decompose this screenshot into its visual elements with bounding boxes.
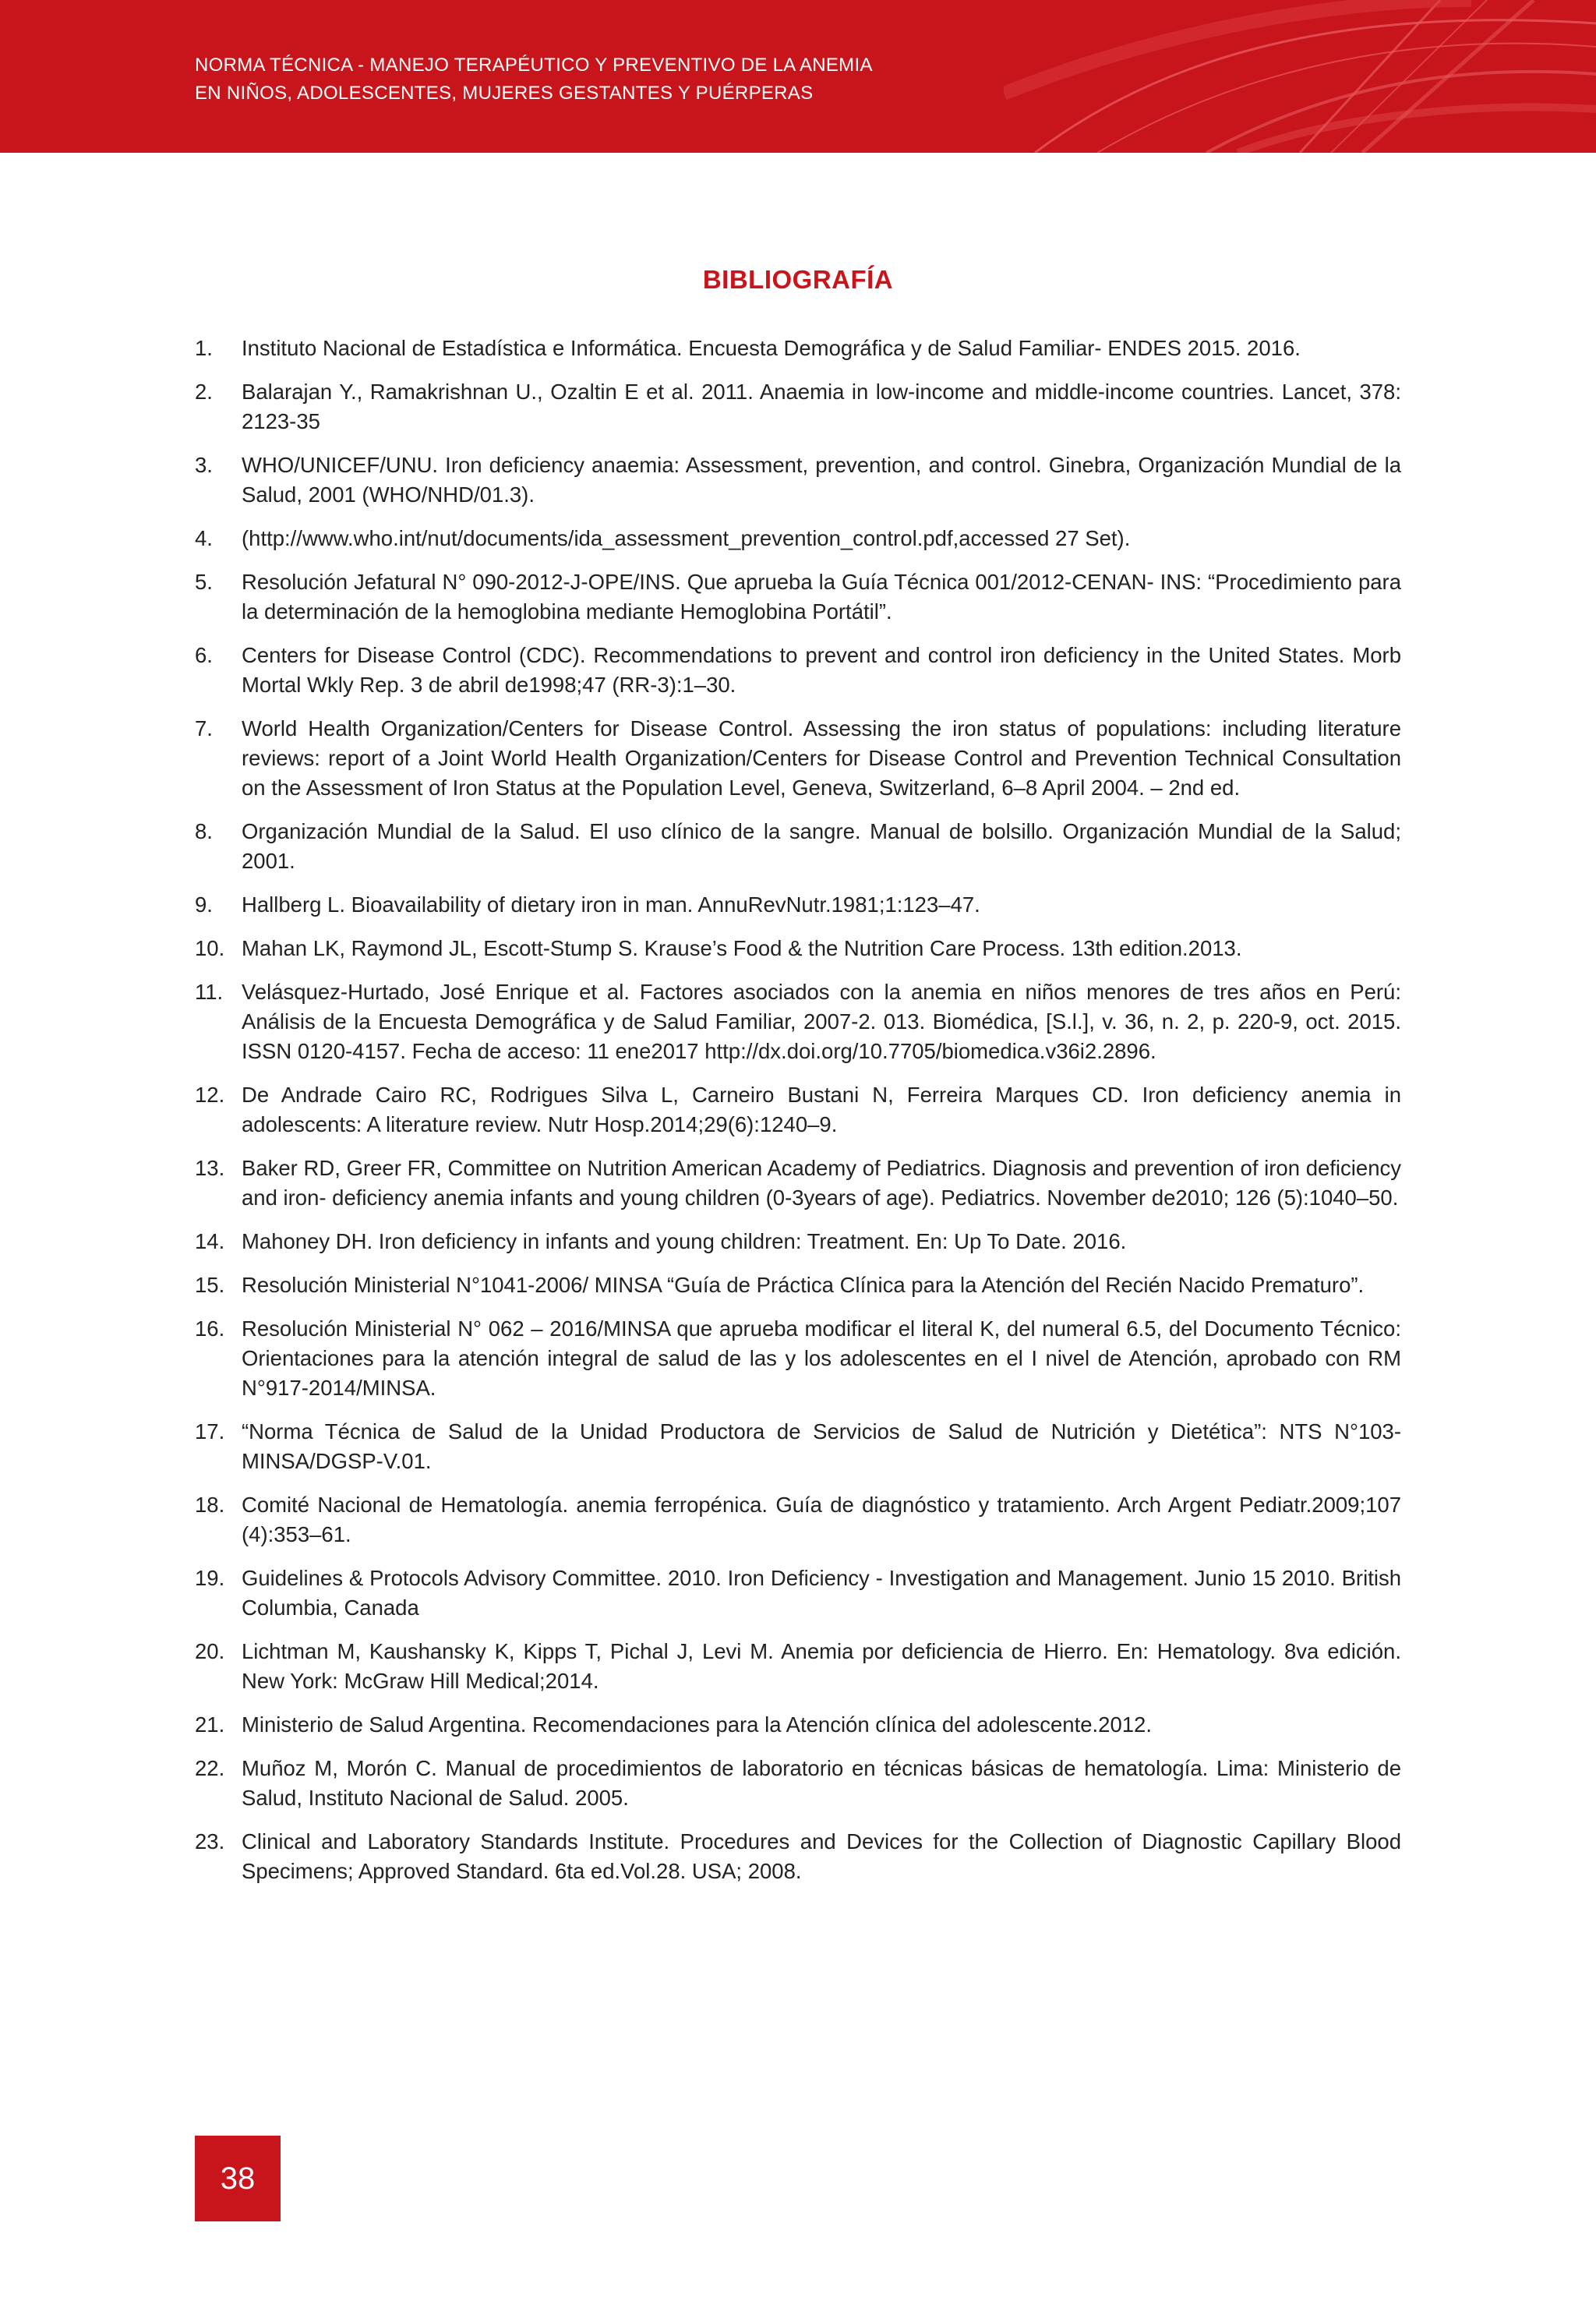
reference-text: Resolución Ministerial N°1041-2006/ MINSA “Guía de Práctica Clínica para la Atención del Recién Nacido Prematuro”. bbox=[242, 1273, 1365, 1297]
reference-number: 22. bbox=[195, 1756, 225, 1780]
reference-text: Instituto Nacional de Estadística e Informática. Encuesta Demográfica y de Salud Familiar- ENDES 2015. 2016. bbox=[242, 336, 1301, 360]
reference-number: 7. bbox=[195, 716, 213, 740]
reference-number: 19. bbox=[195, 1566, 225, 1590]
reference-item bbox=[195, 1314, 1401, 1403]
reference-number: 17. bbox=[195, 1419, 225, 1444]
reference-item bbox=[195, 377, 1401, 436]
reference-item bbox=[195, 817, 1401, 876]
reference-number: 14. bbox=[195, 1229, 225, 1253]
reference-number: 16. bbox=[195, 1316, 225, 1341]
reference-text: Ministerio de Salud Argentina. Recomendaciones para la Atención clínica del adolescente.2012. bbox=[242, 1712, 1152, 1737]
reference-list bbox=[195, 334, 1401, 1900]
reference-item bbox=[195, 1154, 1401, 1213]
reference-number: 12. bbox=[195, 1083, 225, 1107]
reference-number: 15. bbox=[195, 1273, 225, 1297]
reference-text: Lichtman M, Kaushansky K, Kipps T, Pichal J, Levi M. Anemia por deficiencia de Hierro. En: Hematology. 8va edición. New York: McGraw Hill Medical;2014. bbox=[242, 1639, 1401, 1693]
reference-text: Velásquez-Hurtado, José Enrique et al. Factores asociados con la anemia en niños menores de tres años en Perú: Análisis de la Encuesta Demográfica y de Salud Familiar, 2007-2. 013. Biomédica, [S.l.], v. 36, n. 2, p. 220-9, oct. 2015. ISSN 0120-4157. Fecha de acceso: 11 ene2017 http://dx.doi.org/10.7705/biomedica.v36i2.2896. bbox=[242, 980, 1401, 1063]
reference-number: 18. bbox=[195, 1493, 225, 1517]
reference-number: 2. bbox=[195, 380, 213, 404]
reference-number: 11. bbox=[195, 980, 224, 1004]
reference-text: Centers for Disease Control (CDC). Recommendations to prevent and control iron deficiency in the United States. Morb Mortal Wkly Rep. 3 de abril de1998;47 (RR-3):1–30. bbox=[242, 643, 1401, 697]
reference-number: 8. bbox=[195, 819, 213, 843]
reference-text: De Andrade Cairo RC, Rodrigues Silva L, Carneiro Bustani N, Ferreira Marques CD. Iron deficiency anemia in adolescents: A literature review. Nutr Hosp.2014;29(6):1240–9. bbox=[242, 1083, 1401, 1136]
reference-item bbox=[195, 977, 1401, 1066]
reference-text: Hallberg L. Bioavailability of dietary iron in man. AnnuRevNutr.1981;1:123–47. bbox=[242, 892, 980, 917]
header-swoosh-decoration bbox=[1004, 0, 1596, 153]
reference-text: Resolución Jefatural N° 090-2012-J-OPE/INS. Que aprueba la Guía Técnica 001/2012-CENAN- INS: “Procedimiento para la determinación de la hemoglobina mediante Hemoglobina Portátil”. bbox=[242, 570, 1401, 624]
reference-number: 23. bbox=[195, 1829, 225, 1854]
reference-item bbox=[195, 567, 1401, 627]
reference-number: 10. bbox=[195, 936, 225, 960]
reference-text: Muñoz M, Morón C. Manual de procedimientos de laboratorio en técnicas básicas de hematología. Lima: Ministerio de Salud, Instituto Nacional de Salud. 2005. bbox=[242, 1756, 1401, 1810]
reference-number: 4. bbox=[195, 526, 213, 550]
reference-item bbox=[195, 524, 1401, 553]
reference-number: 13. bbox=[195, 1156, 225, 1180]
reference-item bbox=[195, 1564, 1401, 1623]
reference-text: Balarajan Y., Ramakrishnan U., Ozaltin E et al. 2011. Anaemia in low-income and middle-income countries. Lancet, 378: 2123-35 bbox=[242, 380, 1401, 433]
reference-text: Clinical and Laboratory Standards Institute. Procedures and Devices for the Collection of Diagnostic Capillary Blood Specimens; Approved Standard. 6ta ed.Vol.28. USA; 2008. bbox=[242, 1829, 1401, 1883]
reference-item bbox=[195, 451, 1401, 510]
reference-number: 6. bbox=[195, 643, 213, 667]
reference-text: Baker RD, Greer FR, Committee on Nutrition American Academy of Pediatrics. Diagnosis and prevention of iron deficiency and iron- deficiency anemia infants and young children (0-3years of age). Pediatrics. November de2010; 126 (5):1040–50. bbox=[242, 1156, 1401, 1210]
page-header bbox=[0, 0, 1596, 153]
reference-number: 5. bbox=[195, 570, 213, 594]
reference-number: 1. bbox=[195, 336, 213, 360]
reference-item bbox=[195, 1710, 1401, 1740]
reference-item bbox=[195, 890, 1401, 920]
reference-number: 20. bbox=[195, 1639, 225, 1663]
reference-number: 9. bbox=[195, 892, 213, 917]
reference-item bbox=[195, 1827, 1401, 1886]
reference-item bbox=[195, 1490, 1401, 1550]
reference-text: Comité Nacional de Hematología. anemia ferropénica. Guía de diagnóstico y tratamiento. Arch Argent Pediatr.2009;107 (4):353–61. bbox=[242, 1493, 1401, 1546]
page-title: BIBLIOGRAFÍA bbox=[702, 265, 894, 294]
reference-item bbox=[195, 1417, 1401, 1476]
reference-item bbox=[195, 934, 1401, 963]
reference-item bbox=[195, 1270, 1401, 1300]
reference-text: Mahan LK, Raymond JL, Escott-Stump S. Krause’s Food & the Nutrition Care Process. 13th edition.2013. bbox=[242, 936, 1242, 960]
reference-text: Mahoney DH. Iron deficiency in infants and young children: Treatment. En: Up To Date. 2016. bbox=[242, 1229, 1127, 1253]
reference-text: Guidelines & Protocols Advisory Committee. 2010. Iron Deficiency - Investigation and Management. Junio 15 2010. British Columbia, Canada bbox=[242, 1566, 1401, 1620]
reference-item bbox=[195, 334, 1401, 363]
reference-text: World Health Organization/Centers for Disease Control. Assessing the iron status of populations: including literature reviews: report of a Joint World Health Organization/Centers for Disease Control and Prevention Technical Consultation on the Assessment of Iron Status at the Population Level, Geneva, Switzerland, 6–8 April 2004. – 2nd ed. bbox=[242, 716, 1401, 800]
reference-number: 21. bbox=[195, 1712, 225, 1737]
reference-item bbox=[195, 1080, 1401, 1140]
reference-text: WHO/UNICEF/UNU. Iron deficiency anaemia: Assessment, prevention, and control. Ginebra, Organización Mundial de la Salud, 2001 (WHO/NHD/01.3). bbox=[242, 453, 1401, 507]
reference-item bbox=[195, 1227, 1401, 1256]
header-title bbox=[195, 51, 873, 108]
reference-number: 3. bbox=[195, 453, 213, 477]
reference-text: Organización Mundial de la Salud. El uso clínico de la sangre. Manual de bolsillo. Organización Mundial de la Salud; 2001. bbox=[242, 819, 1401, 873]
reference-text: Resolución Ministerial N° 062 – 2016/MINSA que aprueba modificar el literal K, del numeral 6.5, del Documento Técnico: Orientaciones para la atención integral de salud de las y los adolescentes en el I nivel de Atención, aprobado con RM N°917-2014/MINSA. bbox=[242, 1316, 1401, 1400]
header-title-line-1: NORMA TÉCNICA - MANEJO TERAPÉUTICO Y PREVENTIVO DE LA ANEMIA bbox=[195, 55, 873, 76]
page-number-badge: 38 bbox=[195, 2136, 281, 2221]
reference-item bbox=[195, 641, 1401, 700]
reference-item bbox=[195, 1637, 1401, 1696]
reference-item bbox=[195, 1754, 1401, 1813]
header-title-line-2: EN NIÑOS, ADOLESCENTES, MUJERES GESTANTES Y PUÉRPERAS bbox=[195, 83, 814, 104]
reference-text: “Norma Técnica de Salud de la Unidad Productora de Servicios de Salud de Nutrición y Dietética”: NTS N°103-MINSA/DGSP-V.01. bbox=[242, 1419, 1401, 1473]
reference-item bbox=[195, 714, 1401, 803]
reference-text: (http://www.who.int/nut/documents/ida_assessment_prevention_control.pdf,accessed 27 Set). bbox=[242, 526, 1131, 550]
